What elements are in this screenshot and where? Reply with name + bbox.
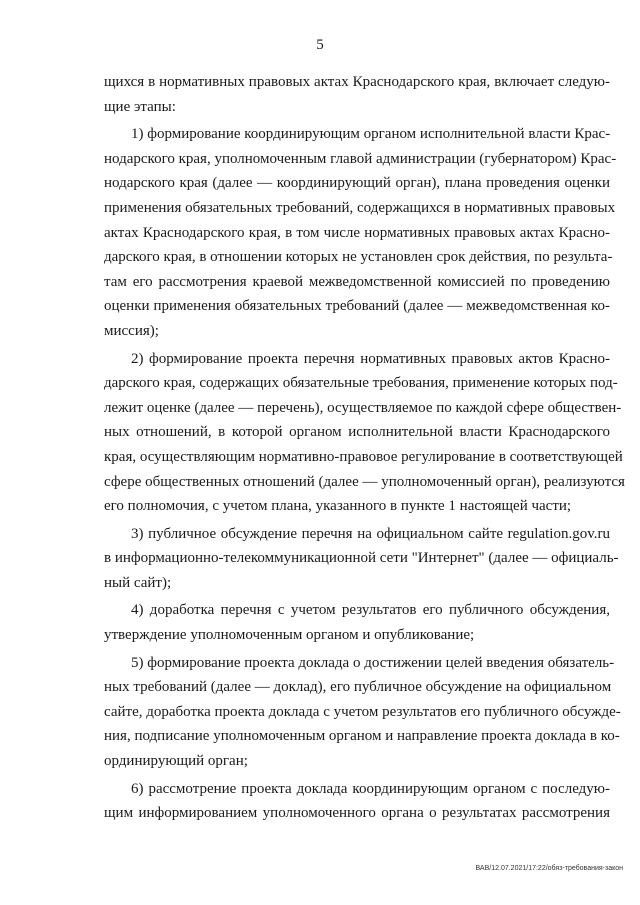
document-body [104,70,625,826]
paragraph-item-2 [104,347,625,519]
text-line: щие этапы: [104,98,176,115]
text-line: в информационно-телекоммуникационной сети "Интернет" (далее — официаль- [104,550,619,567]
page-number: 5 [316,37,324,53]
text-line: края, осуществляющим нормативно-правовое регулирование в соответствующей [104,448,623,465]
paragraph-item-1 [104,122,617,343]
text-line: 5) формирование проекта доклада о достижении целей введения обязатель- [131,654,615,671]
text-line: 6) рассмотрение проекта доклада координирующим органом с последую- [131,780,610,797]
text-line: 1) формирование координирующим органом исполнительной власти Крас- [131,126,611,143]
paragraph-item-5 [104,651,621,774]
paragraph-item-3 [104,522,619,596]
paragraph-item-6 [104,777,610,826]
text-line: миссия); [104,322,159,339]
text-line: сайте, доработка проекта доклада с учетом результатов его публичного обсужде- [104,703,621,720]
text-line: щим информированием уполномоченного органа о результатах рассмотрения [104,805,610,822]
text-line: нодарского края (далее — координирующий орган), плана проведения оценки [104,175,610,192]
text-line: дарского края, содержащих обязательные требования, применение которых под- [104,375,618,392]
text-line: 3) публичное обсуждение перечня на официальном сайте regulation.gov.ru [131,525,610,542]
paragraph-item-4 [104,598,610,647]
text-line: там его рассмотрения краевой межведомственной комиссией по проведению [104,273,610,290]
text-line: его полномочия, с учетом плана, указанного в пункте 1 настоящей части; [104,498,572,515]
text-line: нодарского края, уполномоченным главой администрации (губернатором) Крас- [104,150,617,167]
text-line: щихся в нормативных правовых актах Краснодарского края, включает следую- [104,74,610,90]
text-line: 2) формирование проекта перечня нормативных правовых актов Красно- [131,350,610,367]
text-line: ный сайт); [104,574,172,591]
text-line: сфере общественных отношений (далее — уполномоченный орган), реализуются [104,473,625,490]
text-line: ных требований (далее — доклад), его публичное обсуждение на официальном [104,679,612,696]
text-line: ординирующий орган; [104,753,248,770]
paragraph-continuation [104,70,610,119]
text-line: оценки применения обязательных требований (далее — межведомственная ко- [104,298,610,315]
text-line: ния, подписание уполномоченным органом и направление проекта доклада в ко- [104,728,620,745]
text-line: лежит оценке (далее — перечень), осуществляемое по каждой сфере обществен- [104,399,622,416]
text-line: утверждение уполномоченным органом и опубликование; [104,627,475,644]
text-line: применения обязательных требований, содержащихся в нормативных правовых [104,199,616,216]
text-line: актах Краснодарского края, в том числе нормативных правовых актах Красно- [104,224,610,241]
text-line: дарского края, в отношении которых не установлен срок действия, по результа- [104,249,613,266]
document-footer-stamp: ВАВ/12.07.2021/17:22/обяз-требования-закон [475,865,623,872]
text-line: ных отношений, в которой органом исполнительной власти Краснодарского [104,424,610,441]
text-line: 4) доработка перечня с учетом результатов его публичного обсуждения, [131,602,610,619]
